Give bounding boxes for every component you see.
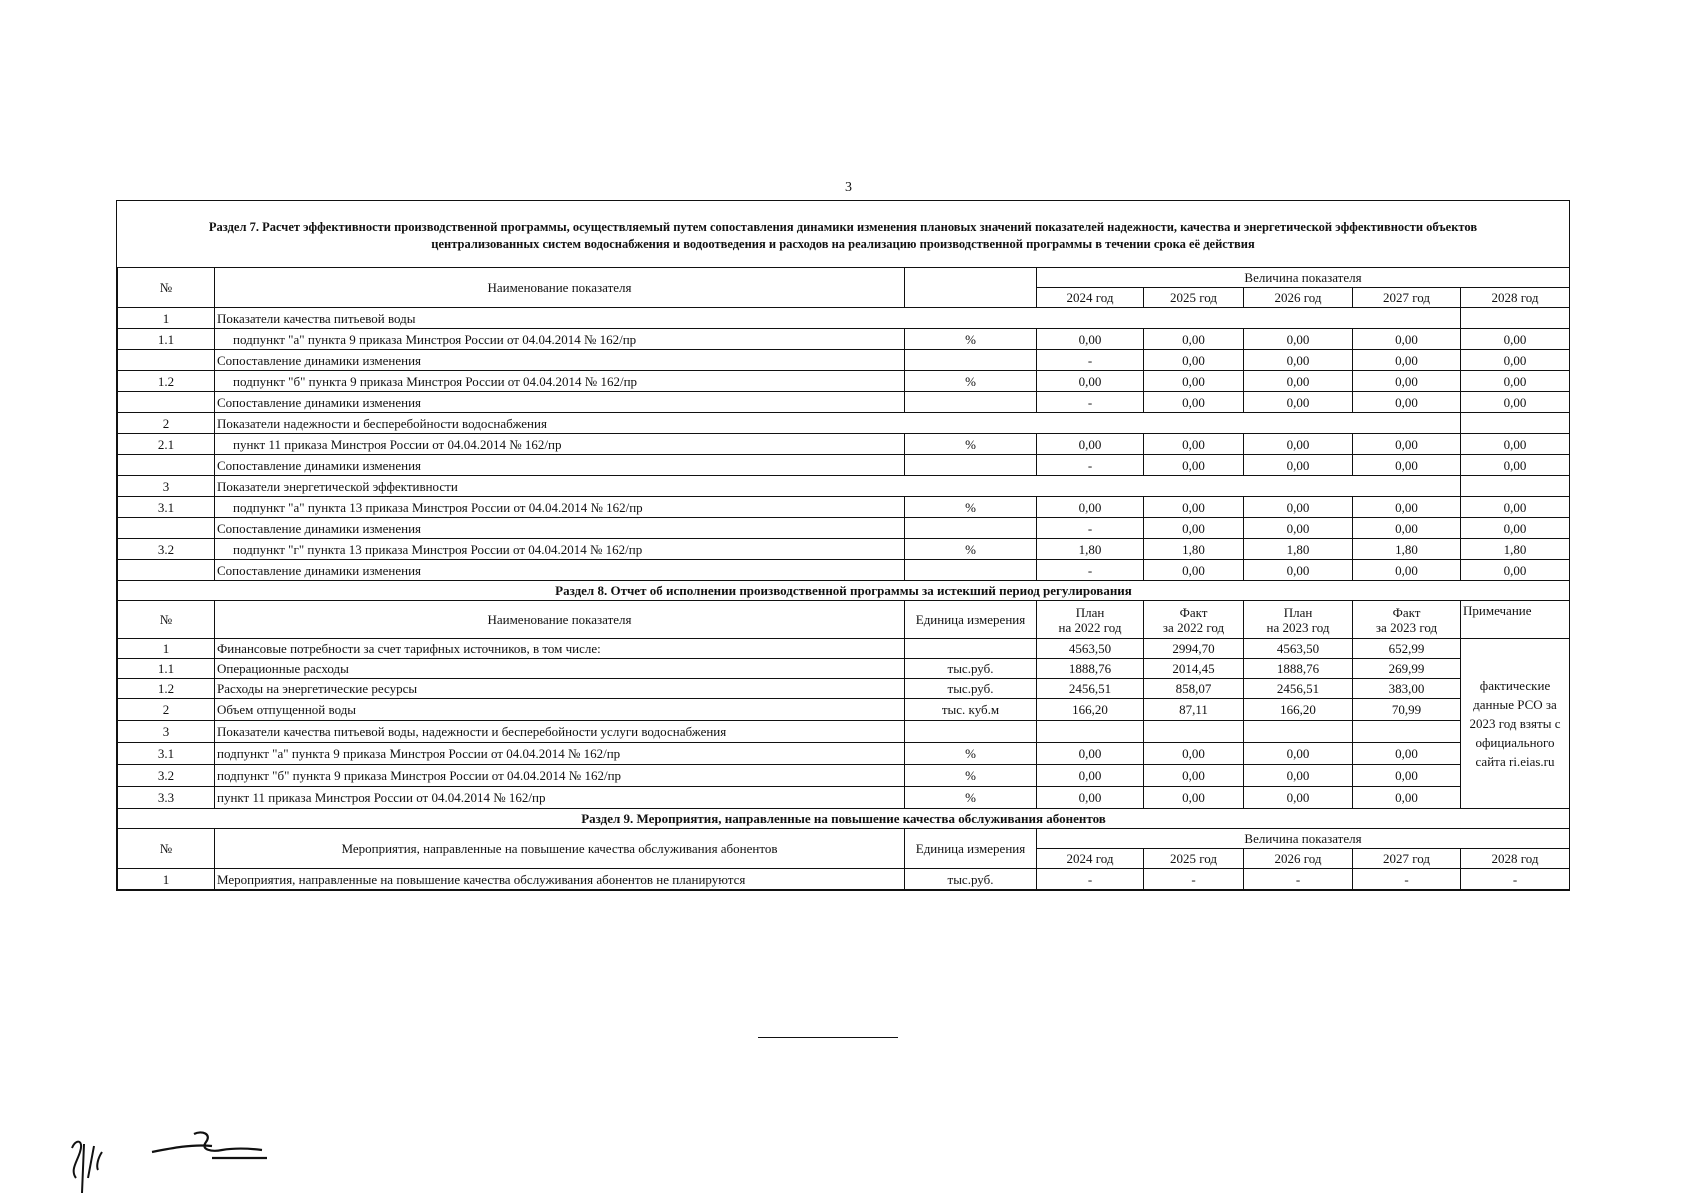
table-row — [118, 350, 1570, 371]
row-value: 0,00 — [1144, 560, 1244, 581]
row-number: 3.1 — [118, 743, 215, 765]
header-year: 2027 год — [1353, 849, 1461, 869]
row-unit: % — [905, 539, 1037, 560]
row-unit — [905, 392, 1037, 413]
header-fact-2022: Факт за 2022 год — [1144, 601, 1244, 639]
row-value: 0,00 — [1244, 329, 1353, 350]
row-value: 0,00 — [1244, 743, 1353, 765]
row-value: 0,00 — [1037, 497, 1144, 518]
header-num: № — [118, 268, 215, 308]
table-row — [118, 476, 1570, 497]
row-value: 0,00 — [1144, 765, 1244, 787]
table-row — [118, 329, 1570, 350]
row-number — [118, 560, 215, 581]
row-value: 2994,70 — [1144, 639, 1244, 659]
row-name: подпункт "б" пункта 9 приказа Минстроя России от 04.04.2014 № 162/пр — [215, 765, 905, 787]
row-value: 2014,45 — [1144, 659, 1244, 679]
row-value: - — [1037, 455, 1144, 476]
row-number: 1 — [118, 869, 215, 890]
row-number: 1.1 — [118, 659, 215, 679]
row-value: 0,00 — [1037, 765, 1144, 787]
row-value: 858,07 — [1144, 679, 1244, 699]
header-unit: Единица измерения — [905, 829, 1037, 869]
table-row — [118, 659, 1570, 679]
section9-title-row — [118, 809, 1570, 829]
row-value: 0,00 — [1244, 392, 1353, 413]
row-name: подпункт "г" пункта 13 приказа Минстроя России от 04.04.2014 № 162/пр — [215, 539, 905, 560]
row-value: 0,00 — [1353, 392, 1461, 413]
row-name: Сопоставление динамики изменения — [215, 560, 905, 581]
header-year: 2027 год — [1353, 288, 1461, 308]
row-number: 3.3 — [118, 787, 215, 809]
row-value: 0,00 — [1244, 765, 1353, 787]
handwritten-signature-icon — [62, 1108, 292, 1198]
row-value: 87,11 — [1144, 699, 1244, 721]
row-value: 0,00 — [1244, 497, 1353, 518]
table-row — [118, 765, 1570, 787]
row-number: 2.1 — [118, 434, 215, 455]
table-row — [118, 497, 1570, 518]
row-value: 2456,51 — [1037, 679, 1144, 699]
row-value: 0,00 — [1353, 518, 1461, 539]
row-value — [1037, 721, 1144, 743]
header-year: 2025 год — [1144, 849, 1244, 869]
row-value: 0,00 — [1461, 497, 1570, 518]
row-value: 0,00 — [1461, 350, 1570, 371]
row-number: 3 — [118, 476, 215, 497]
row-value: 0,00 — [1461, 371, 1570, 392]
row-unit: тыс. куб.м — [905, 699, 1037, 721]
row-unit: тыс.руб. — [905, 869, 1037, 890]
row-unit: % — [905, 434, 1037, 455]
section8-title-row — [118, 581, 1570, 601]
row-name: подпункт "а" пункта 9 приказа Минстроя России от 04.04.2014 № 162/пр — [215, 329, 905, 350]
section8-body — [118, 639, 1570, 809]
section8-title: Раздел 8. Отчет об исполнении производственной программы за истекший период регулирования — [118, 581, 1570, 601]
row-number: 3.2 — [118, 765, 215, 787]
row-value: 1888,76 — [1037, 659, 1144, 679]
row-unit — [905, 350, 1037, 371]
row-value: 0,00 — [1144, 434, 1244, 455]
row-value: 0,00 — [1244, 434, 1353, 455]
row-value: 269,99 — [1353, 659, 1461, 679]
row-value — [1144, 721, 1244, 743]
header-fact-2023: Факт за 2023 год — [1353, 601, 1461, 639]
table-row — [118, 639, 1570, 659]
row-value: - — [1244, 869, 1353, 890]
row-number: 1.2 — [118, 371, 215, 392]
header-unit-empty — [905, 268, 1037, 308]
row-number — [118, 350, 215, 371]
row-unit — [905, 639, 1037, 659]
header-year: 2026 год — [1244, 288, 1353, 308]
row-value: 1,80 — [1353, 539, 1461, 560]
row-value: 0,00 — [1353, 787, 1461, 809]
row-value: 0,00 — [1353, 434, 1461, 455]
header-year: 2028 год — [1461, 849, 1570, 869]
row-name: Показатели энергетической эффективности — [215, 476, 1461, 497]
header-name: Мероприятия, направленные на повышение качества обслуживания абонентов — [215, 829, 905, 869]
row-name: Сопоставление динамики изменения — [215, 392, 905, 413]
section7-title: Раздел 7. Расчет эффективности производственной программы, осуществляемый путем сопоставления динамики изменения плановых значений показателей надежности, качества и энергетической эффективности объектов централизованных систем водоснабжения и водоотведения и расходов на реализацию производственной программы в течении срока её действия — [208, 220, 1478, 251]
header-unit: Единица измерения — [905, 601, 1037, 639]
header-note: Примечание — [1461, 601, 1570, 639]
row-value: 1,80 — [1244, 539, 1353, 560]
row-value: - — [1037, 869, 1144, 890]
row-number: 1.1 — [118, 329, 215, 350]
row-value: 0,00 — [1144, 329, 1244, 350]
row-value: 0,00 — [1037, 329, 1144, 350]
row-number: 3 — [118, 721, 215, 743]
row-value: 0,00 — [1461, 455, 1570, 476]
table-row — [118, 371, 1570, 392]
header-name: Наименование показателя — [215, 268, 905, 308]
row-value: 383,00 — [1353, 679, 1461, 699]
row-value: 2456,51 — [1244, 679, 1353, 699]
table-row — [118, 743, 1570, 765]
document-frame — [116, 200, 1570, 891]
row-value: 0,00 — [1244, 350, 1353, 371]
row-number: 1 — [118, 639, 215, 659]
row-value: - — [1037, 560, 1144, 581]
row-value: 0,00 — [1244, 560, 1353, 581]
table-row — [118, 787, 1570, 809]
row-value: 0,00 — [1037, 371, 1144, 392]
row-value: 0,00 — [1353, 371, 1461, 392]
row-value: 0,00 — [1461, 392, 1570, 413]
row-value — [1353, 721, 1461, 743]
row-number: 1 — [118, 308, 215, 329]
row-unit: % — [905, 743, 1037, 765]
row-name: подпункт "а" пункта 9 приказа Минстроя России от 04.04.2014 № 162/пр — [215, 743, 905, 765]
section9-title: Раздел 9. Мероприятия, направленные на повышение качества обслуживания абонентов — [118, 809, 1570, 829]
row-value: - — [1037, 392, 1144, 413]
row-name: Операционные расходы — [215, 659, 905, 679]
row-name: подпункт "б" пункта 9 приказа Минстроя России от 04.04.2014 № 162/пр — [215, 371, 905, 392]
row-value: 652,99 — [1353, 639, 1461, 659]
row-value: - — [1037, 518, 1144, 539]
row-value: 0,00 — [1144, 371, 1244, 392]
row-name: подпункт "а" пункта 13 приказа Минстроя России от 04.04.2014 № 162/пр — [215, 497, 905, 518]
row-name: пункт 11 приказа Минстроя России от 04.04.2014 № 162/пр — [215, 434, 905, 455]
row-number — [118, 392, 215, 413]
header-year: 2028 год — [1461, 288, 1570, 308]
header-num: № — [118, 601, 215, 639]
header-name: Наименование показателя — [215, 601, 905, 639]
table-row — [118, 560, 1570, 581]
row-value — [1244, 721, 1353, 743]
row-name: Показатели качества питьевой воды, надежности и бесперебойности услуги водоснабжения — [215, 721, 905, 743]
row-value: 0,00 — [1244, 518, 1353, 539]
row-value: 0,00 — [1461, 434, 1570, 455]
table-row — [118, 308, 1570, 329]
section7-body — [118, 308, 1570, 581]
header-group: Величина показателя — [1037, 268, 1570, 288]
table-row — [118, 518, 1570, 539]
row-number: 3.2 — [118, 539, 215, 560]
row-name: Сопоставление динамики изменения — [215, 350, 905, 371]
header-plan-2023: План на 2023 год — [1244, 601, 1353, 639]
row-value: 0,00 — [1144, 497, 1244, 518]
row-number: 3.1 — [118, 497, 215, 518]
row-name: пункт 11 приказа Минстроя России от 04.04.2014 № 162/пр — [215, 787, 905, 809]
header-year: 2026 год — [1244, 849, 1353, 869]
row-name: Сопоставление динамики изменения — [215, 455, 905, 476]
row-value: - — [1353, 869, 1461, 890]
table-row — [118, 455, 1570, 476]
row-name: Объем отпущенной воды — [215, 699, 905, 721]
row-value: - — [1144, 869, 1244, 890]
row-value: 0,00 — [1144, 787, 1244, 809]
table-row — [118, 679, 1570, 699]
row-value: 0,00 — [1461, 329, 1570, 350]
row-value: 0,00 — [1353, 743, 1461, 765]
row-name: Показатели надежности и бесперебойности водоснабжения — [215, 413, 1461, 434]
row-name: Расходы на энергетические ресурсы — [215, 679, 905, 699]
row-value: 0,00 — [1244, 371, 1353, 392]
row-value: 0,00 — [1244, 787, 1353, 809]
row-value: 1,80 — [1037, 539, 1144, 560]
row-unit: % — [905, 497, 1037, 518]
table-row — [118, 413, 1570, 434]
row-name: Сопоставление динамики изменения — [215, 518, 905, 539]
table-row — [118, 539, 1570, 560]
report-table — [117, 267, 1570, 890]
row-value: 0,00 — [1353, 560, 1461, 581]
row-unit — [905, 721, 1037, 743]
row-name: Показатели качества питьевой воды — [215, 308, 1461, 329]
row-number — [118, 455, 215, 476]
section8-header-row — [118, 601, 1570, 639]
header-year: 2025 год — [1144, 288, 1244, 308]
row-value: 1,80 — [1144, 539, 1244, 560]
row-value: 0,00 — [1037, 434, 1144, 455]
row-value: 0,00 — [1353, 329, 1461, 350]
row-number: 1.2 — [118, 679, 215, 699]
table-row — [118, 699, 1570, 721]
header-group: Величина показателя — [1037, 829, 1570, 849]
row-value: 166,20 — [1037, 699, 1144, 721]
row-value — [1461, 476, 1570, 497]
header-year: 2024 год — [1037, 849, 1144, 869]
row-number: 2 — [118, 413, 215, 434]
section9-header-row-1 — [118, 829, 1570, 849]
row-value: - — [1461, 869, 1570, 890]
header-year: 2024 год — [1037, 288, 1144, 308]
row-value: 0,00 — [1144, 392, 1244, 413]
table-row — [118, 392, 1570, 413]
row-value: 166,20 — [1244, 699, 1353, 721]
row-name: Финансовые потребности за счет тарифных источников, в том числе: — [215, 639, 905, 659]
row-value: - — [1037, 350, 1144, 371]
table-row — [118, 869, 1570, 890]
row-value: 0,00 — [1353, 497, 1461, 518]
page-number: 3 — [845, 180, 852, 195]
section7-header-row-1 — [118, 268, 1570, 288]
row-value: 0,00 — [1461, 560, 1570, 581]
end-divider-line — [758, 1037, 898, 1038]
row-unit: % — [905, 765, 1037, 787]
row-value: 0,00 — [1353, 455, 1461, 476]
row-unit: % — [905, 371, 1037, 392]
row-value: 0,00 — [1353, 765, 1461, 787]
header-plan-2022: План на 2022 год — [1037, 601, 1144, 639]
row-unit: тыс.руб. — [905, 679, 1037, 699]
row-name: Мероприятия, направленные на повышение качества обслуживания абонентов не планируются — [215, 869, 905, 890]
row-unit: % — [905, 787, 1037, 809]
row-unit — [905, 518, 1037, 539]
section9-body — [118, 869, 1570, 890]
row-value: 4563,50 — [1037, 639, 1144, 659]
row-value — [1461, 413, 1570, 434]
header-num: № — [118, 829, 215, 869]
row-value: 0,00 — [1037, 787, 1144, 809]
row-value: 0,00 — [1461, 518, 1570, 539]
row-value: 0,00 — [1144, 455, 1244, 476]
row-number — [118, 518, 215, 539]
row-value: 1888,76 — [1244, 659, 1353, 679]
row-unit — [905, 455, 1037, 476]
note-cell: фактические данные РСО за 2023 год взяты с официального сайта ri.eias.ru — [1461, 639, 1570, 809]
row-unit: % — [905, 329, 1037, 350]
table-row — [118, 434, 1570, 455]
row-number: 2 — [118, 699, 215, 721]
row-unit — [905, 560, 1037, 581]
row-value: 0,00 — [1353, 350, 1461, 371]
row-value: 4563,50 — [1244, 639, 1353, 659]
row-value: 1,80 — [1461, 539, 1570, 560]
row-value — [1461, 308, 1570, 329]
row-value: 0,00 — [1144, 743, 1244, 765]
table-row — [118, 721, 1570, 743]
row-value: 70,99 — [1353, 699, 1461, 721]
row-unit: тыс.руб. — [905, 659, 1037, 679]
row-value: 0,00 — [1244, 455, 1353, 476]
row-value: 0,00 — [1144, 518, 1244, 539]
row-value: 0,00 — [1037, 743, 1144, 765]
row-value: 0,00 — [1144, 350, 1244, 371]
